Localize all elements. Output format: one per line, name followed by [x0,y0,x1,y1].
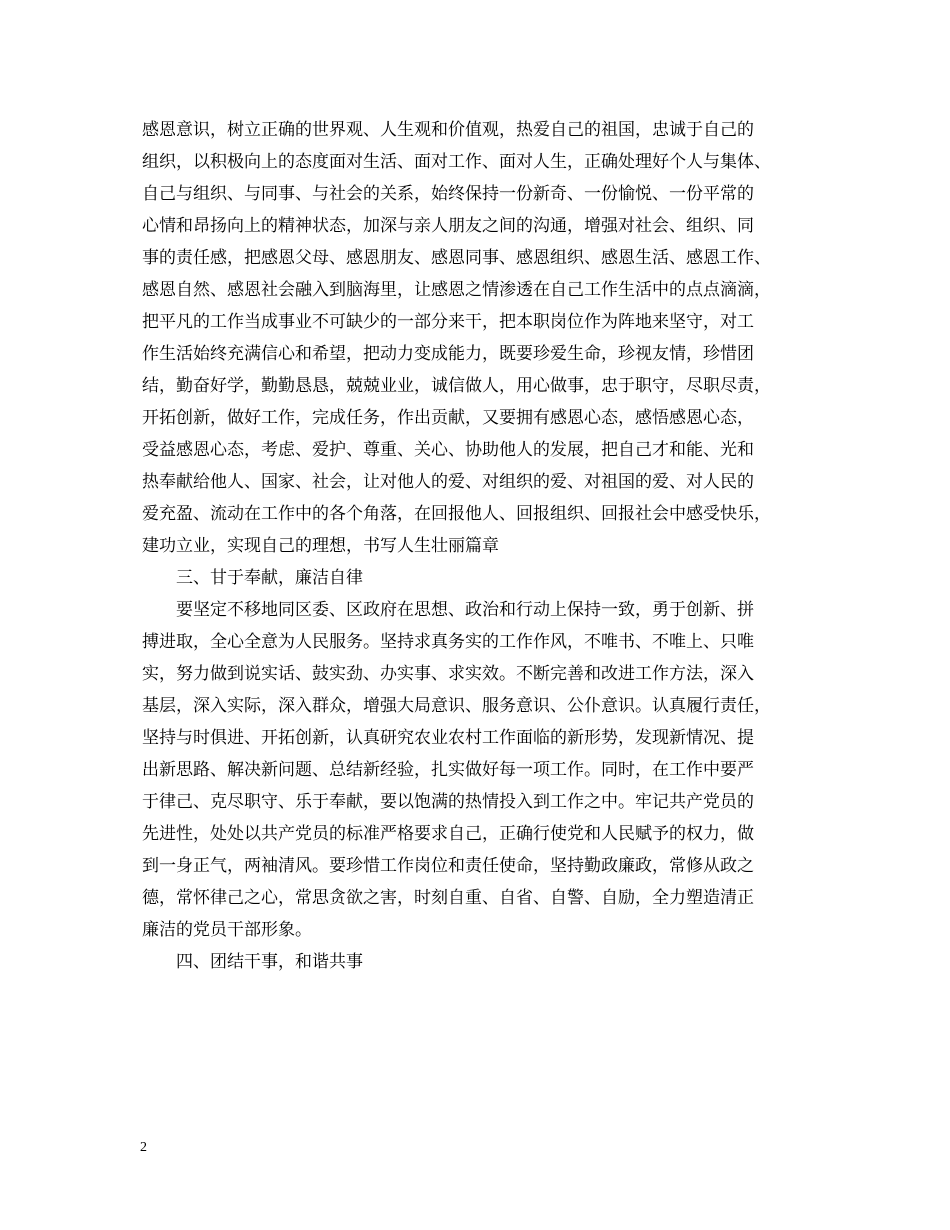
text-line: 到一身正气，两袖清风。要珍惜工作岗位和责任使命，坚持勤政廉政，常修从政之 [142,856,754,876]
text-line: 搏进取，全心全意为人民服务。坚持求真务实的工作作风，不唯书、不唯上、只唯 [142,632,754,652]
section-heading-4: 四、团结干事，和谐共事 [176,952,363,972]
text-line: 组织，以积极向上的态度面对生活、面对工作、面对人生，正确处理好个人与集体、 [142,152,771,172]
text-line: 开拓创新，做好工作，完成任务，作出贡献，又要拥有感恩心态，感悟感恩心态， [142,408,754,428]
text-line: 心情和昂扬向上的精神状态，加深与亲人朋友之间的沟通，增强对社会、组织、同 [142,216,754,236]
text-line: 出新思路、解决新问题、总结新经验，扎实做好每一项工作。同时，在工作中要严 [142,760,754,780]
text-line: 受益感恩心态，考虑、爱护、尊重、关心、协助他人的发展，把自己才和能、光和 [142,440,754,460]
text-line: 热奉献给他人、国家、社会，让对他人的爱、对组织的爱、对祖国的爱、对人民的 [142,472,754,492]
text-line: 感恩意识，树立正确的世界观、人生观和价值观，热爱自己的祖国，忠诚于自己的 [142,120,754,140]
text-line: 廉洁的党员干部形象。 [142,920,312,940]
text-line: 作生活始终充满信心和希望，把动力变成能力，既要珍爱生命，珍视友情，珍惜团 [142,344,754,364]
text-line: 先进性，处处以共产党员的标准严格要求自己，正确行使党和人民赋予的权力，做 [142,824,754,844]
text-line: 要坚定不移地同区委、区政府在思想、政治和行动上保持一致，勇于创新、拼 [176,600,754,620]
text-line: 感恩自然、感恩社会融入到脑海里，让感恩之情渗透在自己工作生活中的点点滴滴， [142,280,771,300]
text-line: 爱充盈、流动在工作中的各个角落，在回报他人、回报组织、回报社会中感受快乐， [142,504,771,524]
text-line: 建功立业，实现自己的理想，书写人生壮丽篇章 [142,536,499,556]
text-line: 事的责任感，把感恩父母、感恩朋友、感恩同事、感恩组织、感恩生活、感恩工作、 [142,248,771,268]
text-line: 实，努力做到说实话、鼓实劲、办实事、求实效。不断完善和改进工作方法，深入 [142,664,754,684]
section-heading-3: 三、甘于奉献，廉洁自律 [176,568,363,588]
text-line: 自己与组织、与同事、与社会的关系，始终保持一份新奇、一份愉悦、一份平常的 [142,184,754,204]
text-line: 结，勤奋好学，勤勤恳恳，兢兢业业，诚信做人，用心做事，忠于职守，尽职尽责， [142,376,771,396]
text-line: 于律己、克尽职守、乐于奉献，要以饱满的热情投入到工作之中。牢记共产党员的 [142,792,754,812]
text-line: 把平凡的工作当成事业不可缺少的一部分来干，把本职岗位作为阵地来坚守，对工 [142,312,754,332]
text-line: 坚持与时俱进、开拓创新，认真研究农业农村工作面临的新形势，发现新情况、提 [142,728,754,748]
text-line: 德，常怀律己之心，常思贪欲之害，时刻自重、自省、自警、自励，全力塑造清正 [142,888,754,908]
body-text [142,114,842,978]
page-number: 2 [140,1140,147,1155]
text-line: 基层，深入实际，深入群众，增强大局意识、服务意识、公仆意识。认真履行责任， [142,696,771,716]
